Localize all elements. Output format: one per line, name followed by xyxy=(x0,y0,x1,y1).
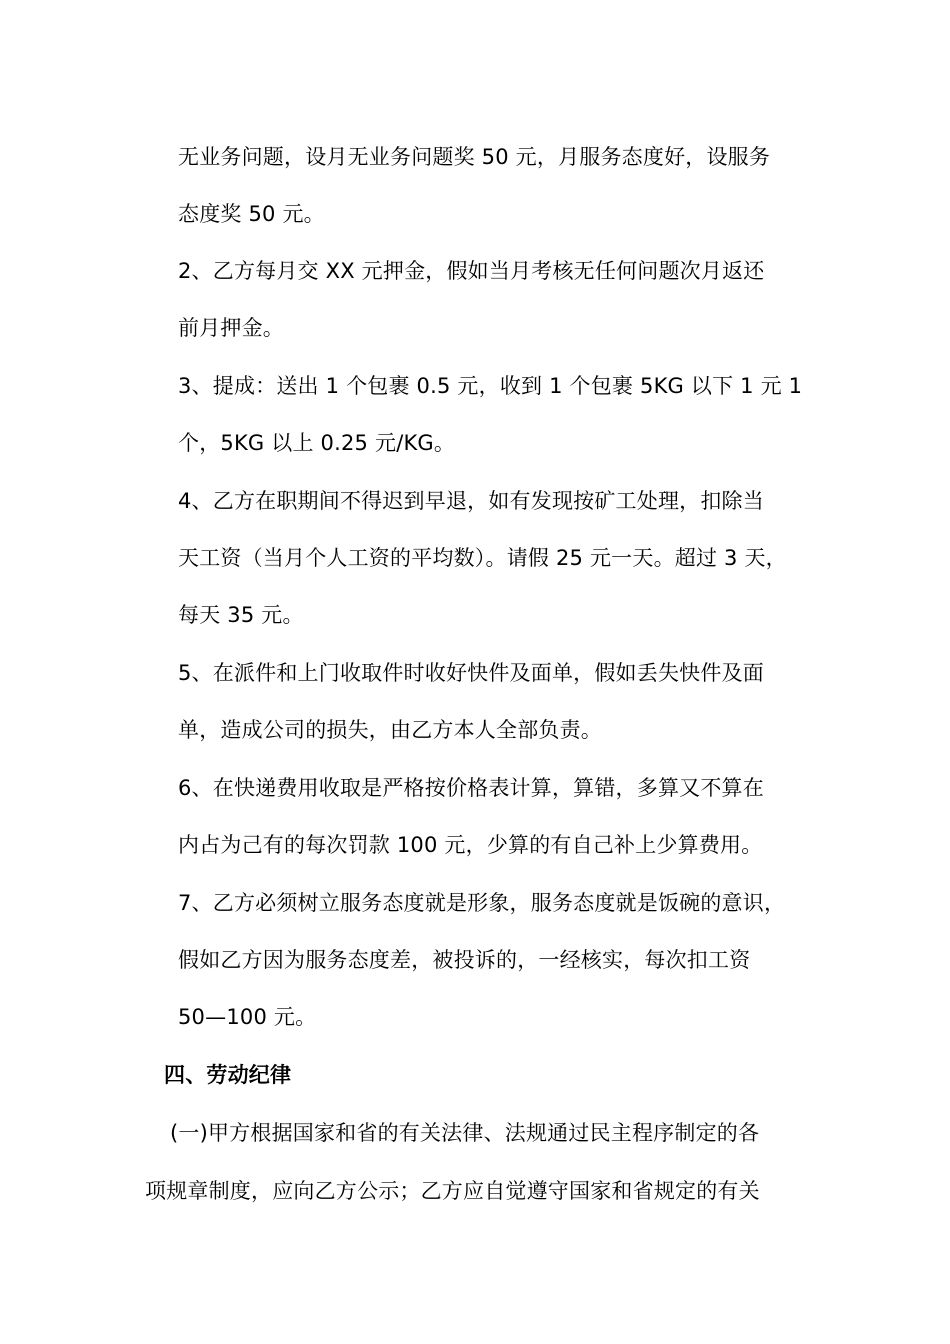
body-line-15: 假如乙方因为服务态度差，被投诉的，一经核实，每次扣工资 xyxy=(178,948,751,972)
body-line-4: 前月押金。 xyxy=(178,316,284,340)
body-line-3: 2、乙方每月交 XX 元押金，假如当月考核无任何问题次月返还 xyxy=(178,259,765,283)
body-line-9: 每天 35 元。 xyxy=(178,603,304,627)
tail-line-2: 项规章制度，应向乙方公示；乙方应自觉遵守国家和省规定的有关 xyxy=(145,1179,760,1203)
section-heading: 四、劳动纪律 xyxy=(164,1063,292,1087)
body-line-7: 4、乙方在职期间不得迟到早退，如有发现按矿工处理，扣除当 xyxy=(178,489,764,513)
body-line-1: 无业务问题，设月无业务问题奖 50 元，月服务态度好，设服务 xyxy=(178,145,771,169)
tail-line-1: (一)甲方根据国家和省的有关法律、法规通过民主程序制定的各 xyxy=(170,1121,760,1145)
body-line-6: 个，5KG 以上 0.25 元/KG。 xyxy=(178,431,456,455)
body-line-5: 3、提成：送出 1 个包裹 0.5 元，收到 1 个包裹 5KG 以下 1 元 1 xyxy=(178,374,803,398)
body-line-2: 态度奖 50 元。 xyxy=(178,202,325,226)
body-line-12: 6、在快递费用收取是严格按价格表计算，算错，多算又不算在 xyxy=(178,776,764,800)
body-line-16: 50—100 元。 xyxy=(178,1005,317,1029)
body-line-14: 7、乙方必须树立服务态度就是形象，服务态度就是饭碗的意识， xyxy=(178,891,786,915)
body-line-8: 天工资（当月个人工资的平均数）。请假 25 元一天。超过 3 天， xyxy=(178,546,787,570)
body-line-13: 内占为己有的每次罚款 100 元，少算的有自己补上少算费用。 xyxy=(178,833,763,857)
body-line-11: 单，造成公司的损失，由乙方本人全部负责。 xyxy=(178,718,602,742)
body-line-10: 5、在派件和上门收取件时收好快件及面单，假如丢失快件及面 xyxy=(178,661,764,685)
